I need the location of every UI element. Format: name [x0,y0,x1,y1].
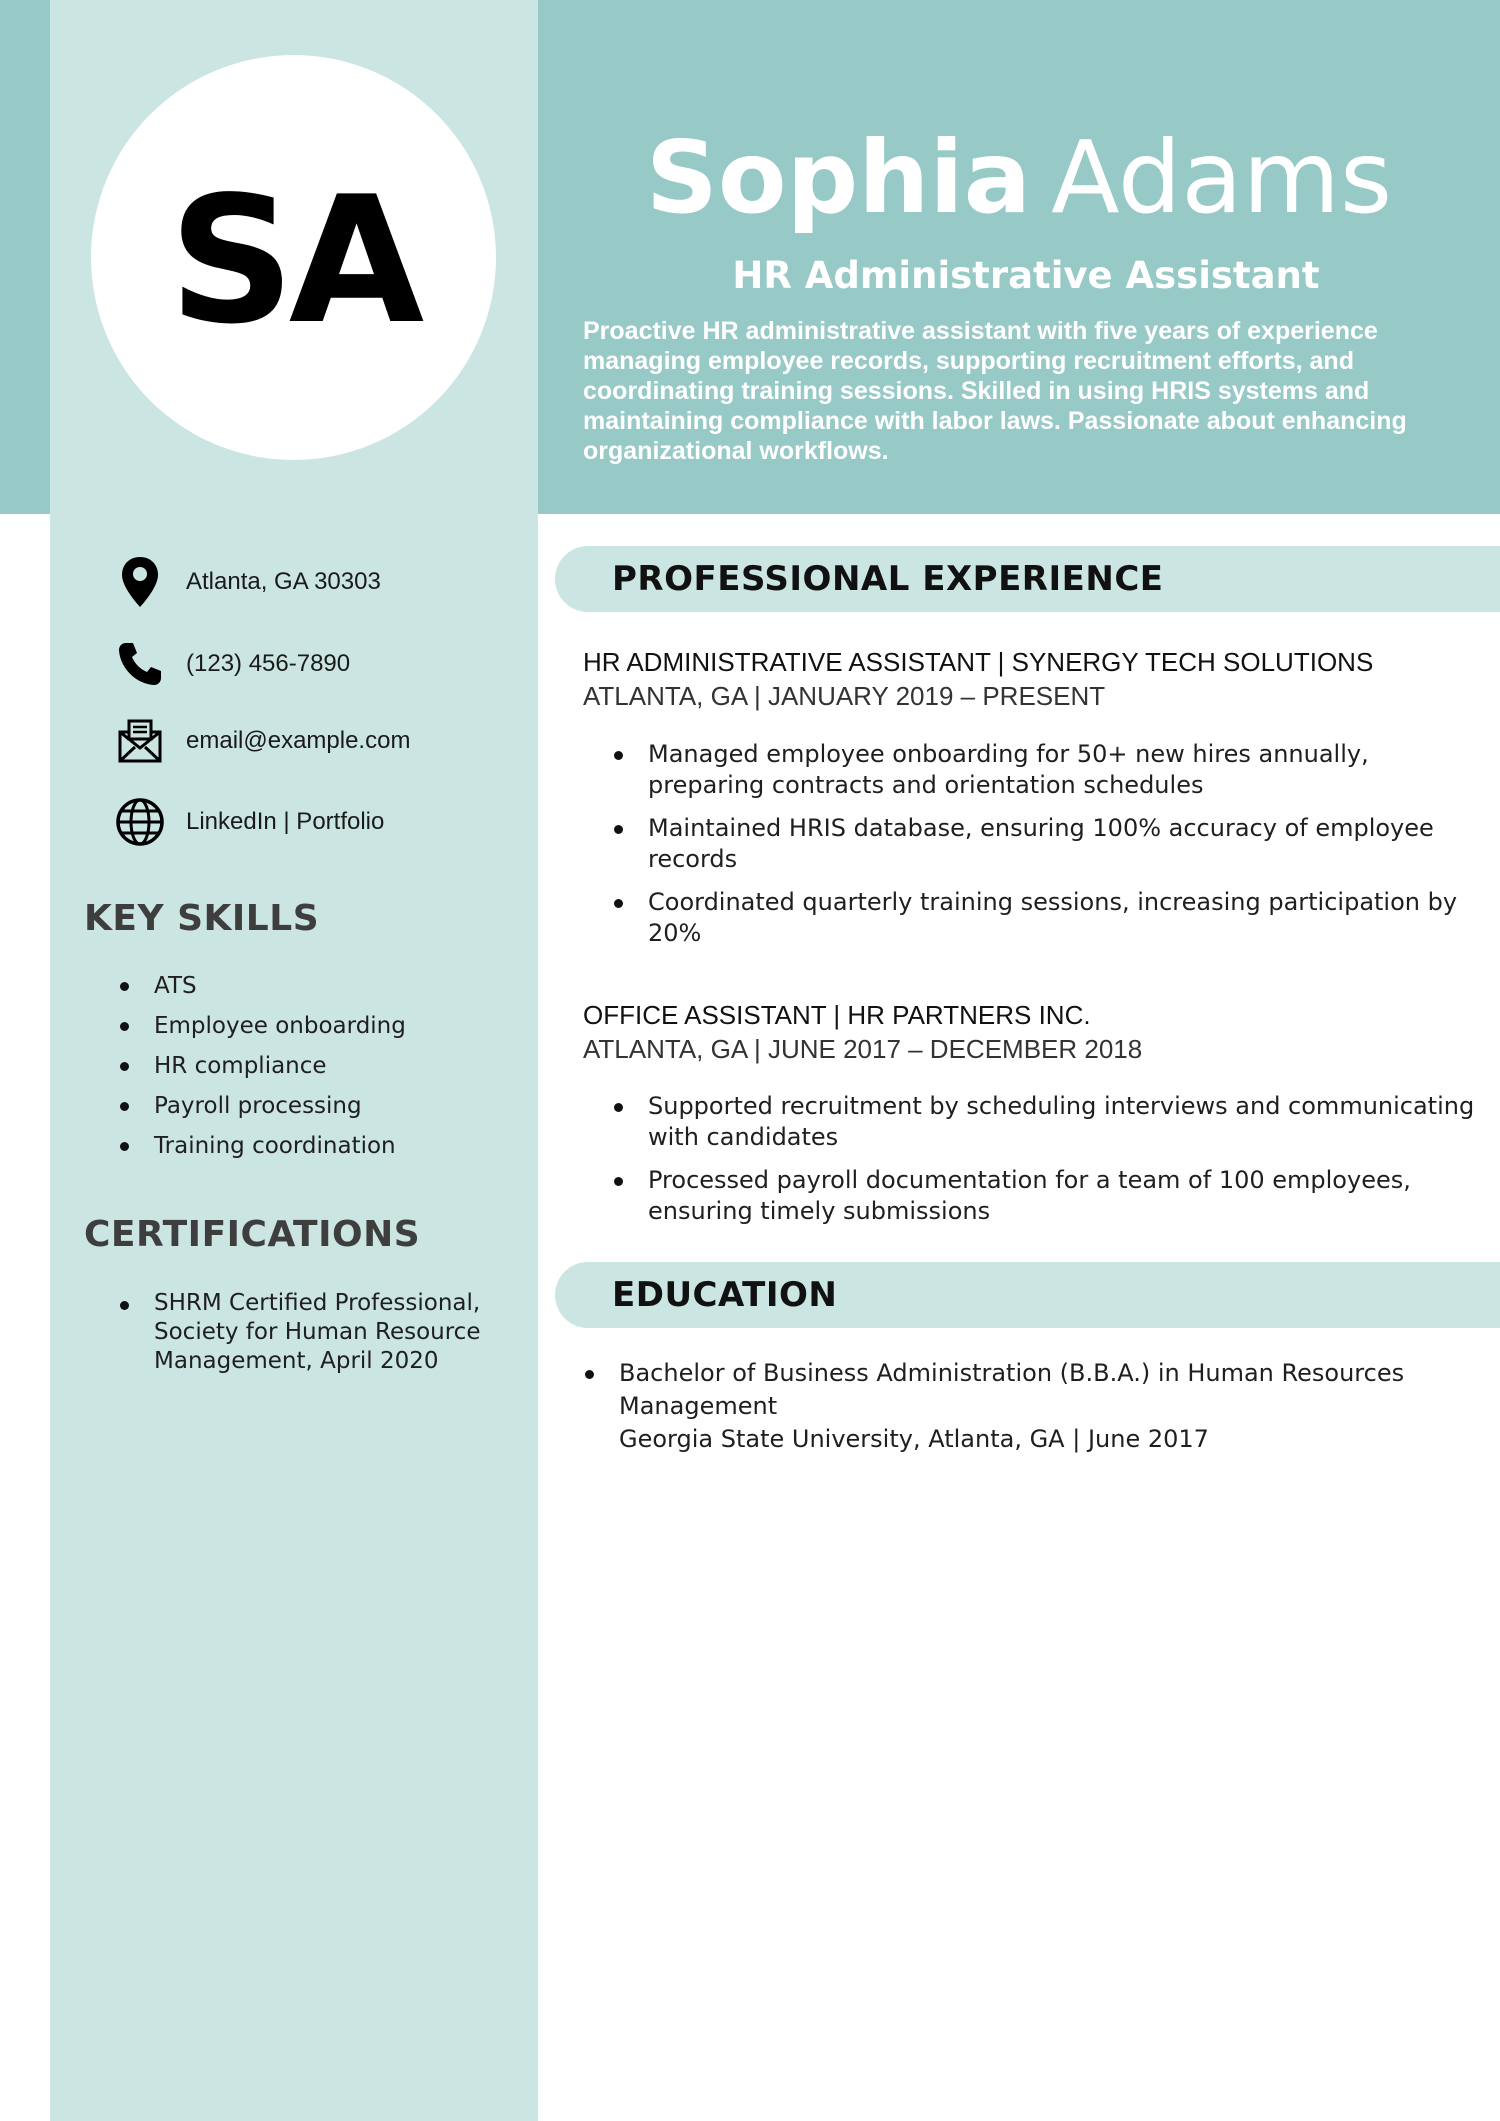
experience-section-header [555,546,1500,612]
job-1-title: HR ADMINISTRATIVE ASSISTANT | SYNERGY TECH SOLUTIONS [583,647,1374,677]
education-list [583,1357,1483,1456]
links-text: LinkedIn | Portfolio [186,808,385,835]
last-name: Adams [1051,119,1393,236]
email-text: email@example.com [186,727,411,754]
education-section-header [555,1262,1500,1328]
contact-email [112,711,410,771]
job-2-bullets [612,1091,1492,1239]
header-left-strip [0,0,50,514]
skill-item: Employee onboarding [118,1008,406,1048]
education-school: Georgia State University, Atlanta, GA | June 2017 [619,1425,1209,1453]
key-skills-heading: KEY SKILLS [84,898,320,939]
first-name: Sophia [645,119,1032,236]
job-1-bullets [612,739,1492,961]
certifications-list [118,1289,488,1376]
job-title: HR Administrative Assistant [732,254,1320,297]
job-bullet: Coordinated quarterly training sessions, increasing participation by 20% [612,887,1492,949]
certifications-heading: CERTIFICATIONS [84,1214,421,1255]
job-bullet: Supported recruitment by scheduling interviews and communicating with candidates [612,1091,1492,1153]
job-2-meta: ATLANTA, GA | JUNE 2017 – DECEMBER 2018 [583,1034,1143,1064]
envelope-icon [112,711,168,771]
globe-icon [112,792,168,852]
job-bullet: Managed employee onboarding for 50+ new hires annually, preparing contracts and orientation schedules [612,739,1492,801]
skill-item: HR compliance [118,1048,406,1088]
job-2-title: OFFICE ASSISTANT | HR PARTNERS INC. [583,1000,1091,1030]
job-bullet: Processed payroll documentation for a team of 100 employees, ensuring timely submissions [612,1165,1492,1227]
phone-icon [112,634,168,694]
contact-links [112,792,384,852]
skills-list [118,968,406,1168]
professional-summary: Proactive HR administrative assistant with five years of experience managing employee records, supporting recruitment efforts, and coordinating training sessions. Skilled in using HRIS systems and maintaining compliance with labor laws. Passionate about enhancing organizational workflows. [583,317,1407,465]
monogram-initials: SA [168,160,419,363]
candidate-name [538,118,1500,238]
skill-item: Payroll processing [118,1088,406,1128]
education-heading: EDUCATION [612,1275,838,1315]
monogram-avatar [91,55,496,460]
contact-phone [112,634,350,694]
phone-text: (123) 456-7890 [186,650,351,677]
job-1-meta: ATLANTA, GA | JANUARY 2019 – PRESENT [583,681,1106,711]
location-text: Atlanta, GA 30303 [186,568,381,595]
contact-location [112,552,381,612]
certification-item: SHRM Certified Professional, Society for Human Resource Management, April 2020 [118,1289,488,1376]
skill-item: ATS [118,968,406,1008]
map-pin-icon [112,552,168,612]
experience-heading: PROFESSIONAL EXPERIENCE [612,559,1164,599]
education-item [583,1357,1483,1456]
education-degree: Bachelor of Business Administration (B.B.A.) in Human Resources Management [619,1359,1405,1420]
skill-item: Training coordination [118,1128,406,1168]
job-bullet: Maintained HRIS database, ensuring 100% accuracy of employee records [612,813,1492,875]
